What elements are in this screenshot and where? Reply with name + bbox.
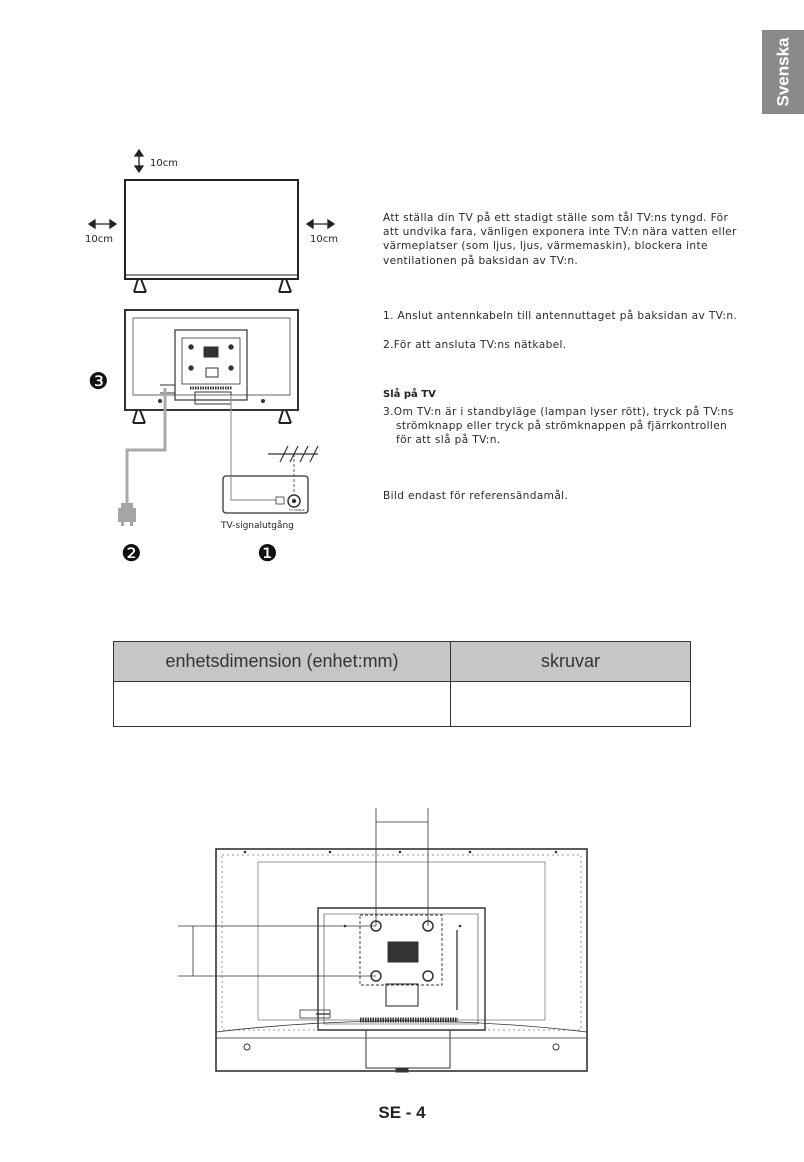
installation-diagram bbox=[0, 0, 380, 580]
step-marker-1: ❶ bbox=[257, 541, 278, 567]
antenna-icon bbox=[268, 446, 318, 462]
step-marker-2: ❷ bbox=[121, 541, 142, 567]
step-3-text: 3.Om TV:n är i standbyläge (lampan lyser rött), tryck på TV:ns strömknapp eller tryck på strömknappen på fjärrkontrollen för att slå på TV:n. bbox=[383, 406, 734, 447]
clearance-right-label: 10cm bbox=[310, 234, 338, 245]
step-marker-3: ❸ bbox=[88, 369, 109, 395]
step-1-text: 1. Anslut antennkabeln till antennuttaget på baksidan av TV:n. bbox=[383, 310, 738, 322]
power-cable bbox=[127, 388, 165, 505]
svg-text:TV SIGNAL: TV SIGNAL bbox=[289, 508, 305, 512]
clearance-top-label: 10cm bbox=[150, 158, 178, 169]
cell-dimension bbox=[114, 682, 450, 726]
header-screws: skruvar bbox=[451, 642, 690, 682]
tv-back-illustration bbox=[125, 310, 298, 423]
clearance-left-label: 10cm bbox=[85, 234, 113, 245]
language-tab bbox=[762, 30, 804, 114]
power-plug bbox=[118, 503, 136, 526]
signal-output-label: TV-signalutgång bbox=[221, 521, 294, 531]
language-tab-label: Svenska bbox=[773, 37, 792, 107]
tv-front-illustration bbox=[125, 180, 298, 292]
step-2-text: 2.För att ansluta TV:ns nätkabel. bbox=[383, 339, 567, 351]
header-dimension: enhetsdimension (enhet:mm) bbox=[114, 642, 450, 682]
clearance-top-arrow bbox=[135, 150, 143, 172]
wall-outlet bbox=[223, 476, 308, 513]
placement-instruction: Att ställa din TV på ett stadigt ställe som tål TV:ns tyngd. För att undvika fara, vänligen exponera inte TV:n nära vatten eller värmeplatser (som ljus, ljus, värmemaskin), blockera inte ventilationen på baksidan av TV:n. bbox=[383, 212, 737, 267]
table-divider bbox=[450, 642, 451, 726]
clearance-left-arrow bbox=[89, 220, 116, 228]
page-number: SE - 4 bbox=[378, 1103, 426, 1122]
cell-screws bbox=[451, 682, 690, 726]
clearance-right-arrow bbox=[307, 220, 334, 228]
power-on-heading: Slå på TV bbox=[383, 389, 436, 400]
spec-table bbox=[113, 641, 691, 727]
reference-note: Bild endast för referensändamål. bbox=[383, 490, 569, 502]
wall-mount-diagram bbox=[170, 800, 600, 1090]
